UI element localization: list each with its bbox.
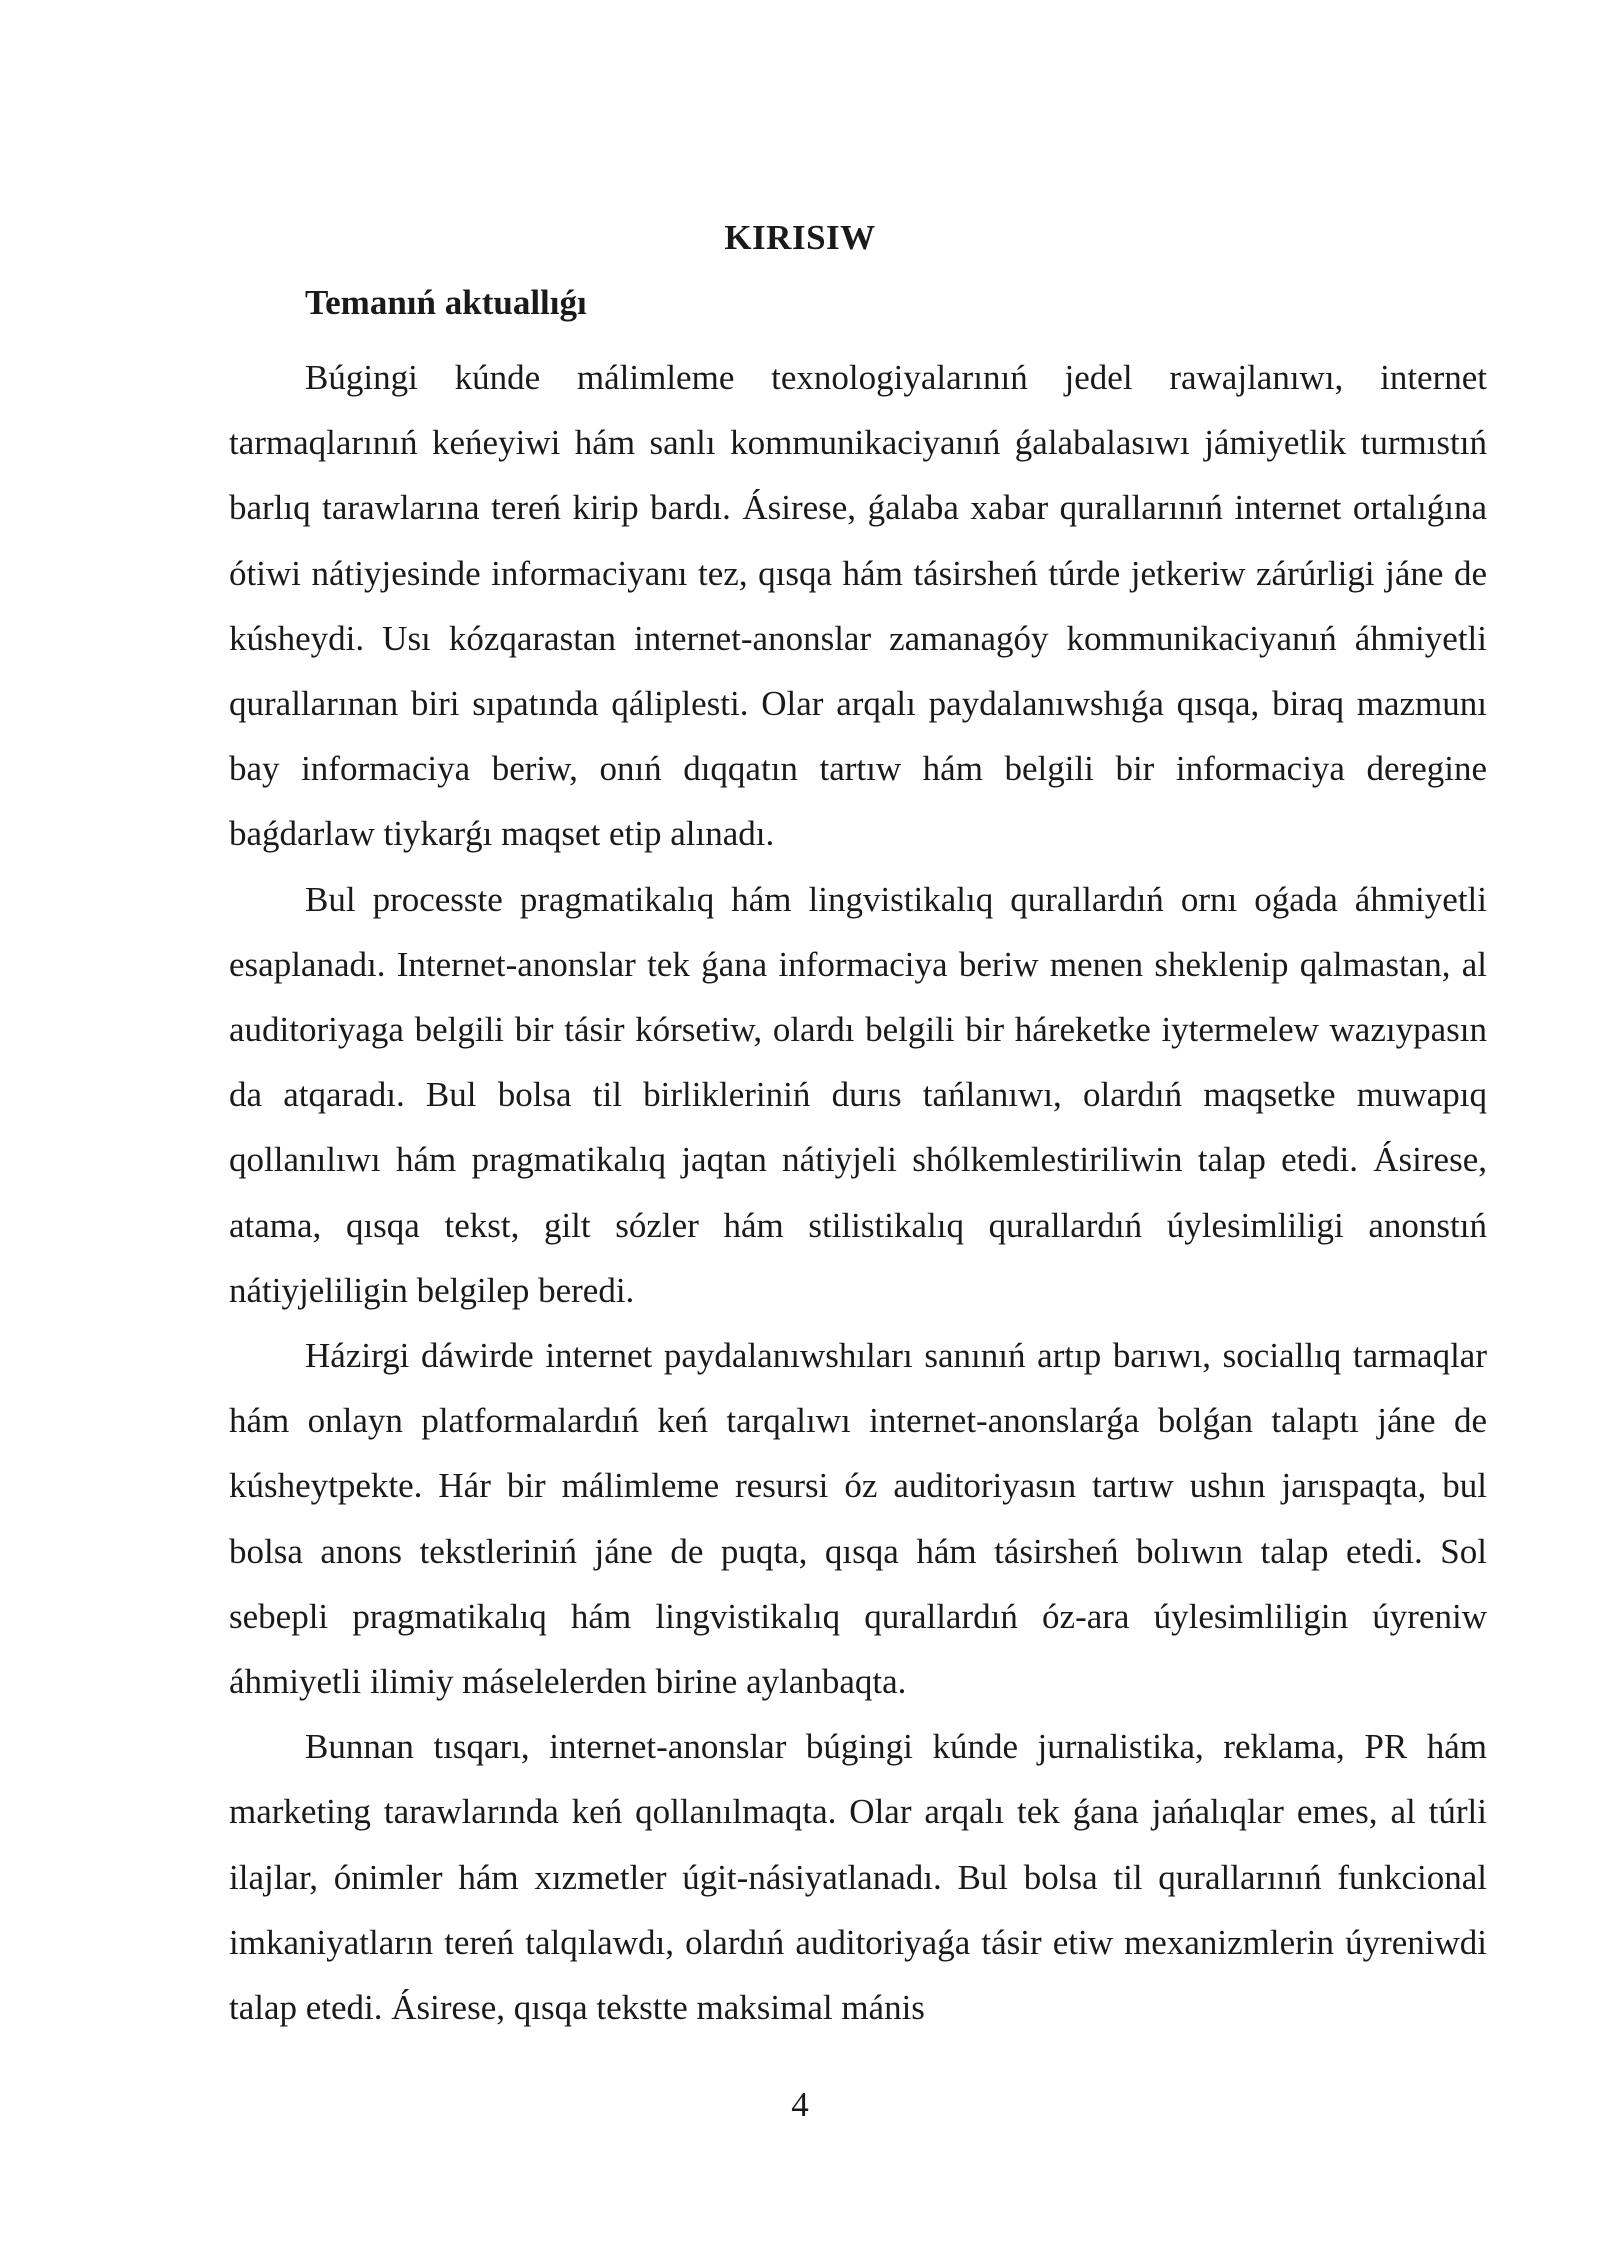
page-title: KIRISIW: [724, 218, 876, 257]
paragraph: Bunnan tısqarı, internet-anonslar búgingi kúnde jurnalistika, reklama, PR hám marketing tarawlarında keń qollanılmaqta. Olar arqalı tek ǵana jańalıqlar emes, al túrli ilajlar, ónimler hám xızmetler úgit-násiyatlanadı. Bul bolsa til qurallarınıń funkcional imkaniyatların tereń talqılawdı, olardıń auditoriyaǵa tásir etiw mexanizmlerin úyreniwdi talap etedi. Ásirese, qısqa tekstte maksimal mánis: [229, 1727, 1487, 2028]
page-number: 4: [791, 2085, 809, 2124]
section-heading: Temanıń aktuallıǵı: [305, 283, 587, 322]
paragraph: Bul processte pragmatikalıq hám lingvistikalıq qurallardıń ornı oǵada áhmiyetli esaplanadı. Internet-anonslar tek ǵana informaciya beriw menen sheklenip qalmastan, al auditoriyaga belgili bir tásir kórsetiw, olardı belgili bir háreketke iytermelew wazıypasın da atqaradı. Bul bolsa til birlikleriniń durıs tańlanıwı, olardıń maqsetke muwapıq qollanılıwı hám pragmatikalıq jaqtan nátiyjeli shólkemlestiriliwin talap etedi. Ásirese, atama, qısqa tekst, gilt sózler hám stilistikalıq qurallardıń úylesimliligi anonstıń nátiyjeliligin belgilep beredi.: [229, 879, 1487, 1310]
body-text: [229, 345, 1487, 2040]
paragraph: Búgingi kúnde málimleme texnologiyalarınıń jedel rawajlanıwı, internet tarmaqlarınıń keńeyiwi hám sanlı kommunikaciyanıń ǵalabalasıwı jámiyetlik turmıstıń barlıq tarawlarına tereń kirip bardı. Ásirese, ǵalaba xabar qurallarınıń internet ortalıǵına ótiwi nátiyjesinde informaciyanı tez, qısqa hám tásirsheń túrde jetkeriw zárúrligi jáne de kúsheydi. Usı kózqarastan internet-anonslar zamanagóy kommunikaciyanıń áhmiyetli qurallarınan biri sıpatında qáliplesti. Olar arqalı paydalanıwshıǵa qısqa, biraq mazmunı bay informaciya beriw, onıń dıqqatın tartıw hám belgili bir informaciya deregine baǵdarlaw tiykarǵı maqset etip alınadı.: [229, 358, 1487, 854]
paragraph: Házirgi dáwirde internet paydalanıwshıları sanınıń artıp barıwı, sociallıq tarmaqlar hám onlayn platformalardıń keń tarqalıwı internet-anonslarǵa bolǵan talaptı jáne de kúsheytpekte. Hár bir málimleme resursi óz auditoriyasın tartıw ushın jarıspaqta, bul bolsa anons tekstleriniń jáne de puqta, qısqa hám tásirsheń bolıwın talap etedi. Sol sebepli pragmatikalıq hám lingvistikalıq qurallardıń óz-ara úylesimliligin úyreniw áhmiyetli ilimiy máselelerden birine aylanbaqta.: [229, 1336, 1487, 1702]
